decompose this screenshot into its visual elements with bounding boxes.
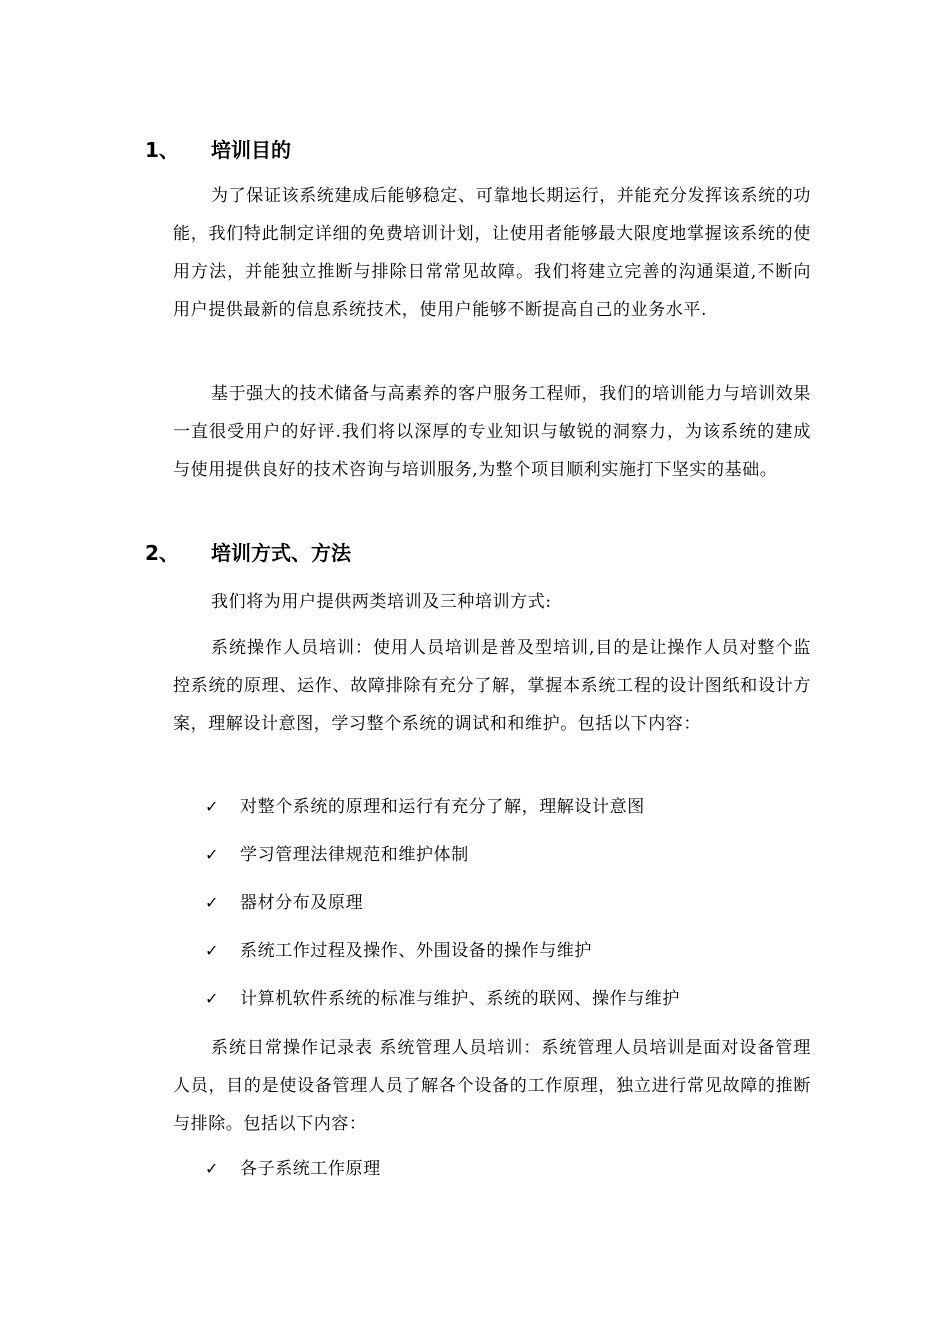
- check-icon: ✓: [205, 797, 220, 816]
- operator-list-item: [205, 932, 592, 970]
- operator-training-paragraph: 系统操作人员培训：使用人员培训是普及型培训,目的是让操作人员对整个监控系统的原理、运作、故障排除有充分了解，掌握本系统工程的设计图纸和设计方案，理解设计意图，学习整个系统的调试和和维护。包括以下内容：: [173, 638, 811, 734]
- operator-list-item: [205, 788, 645, 826]
- operator-list-item: [205, 980, 680, 1018]
- operator-list-item: [205, 884, 363, 922]
- operator-list-item-text: 对整个系统的原理和运行有充分了解，理解设计意图: [240, 797, 645, 817]
- operator-list-item-text: 器材分布及原理: [240, 893, 364, 913]
- section-1-heading: [145, 135, 291, 165]
- check-icon: ✓: [205, 941, 220, 960]
- admin-list-item-text: 各子系统工作原理: [240, 1159, 381, 1179]
- check-icon: ✓: [205, 893, 220, 912]
- section-2-heading: [145, 538, 351, 568]
- check-icon: ✓: [205, 845, 220, 864]
- section-1-title: 培训目的: [211, 138, 291, 162]
- operator-list-item-text: 计算机软件系统的标准与维护、系统的联网、操作与维护: [240, 989, 680, 1009]
- admin-list-item: [205, 1150, 381, 1188]
- check-icon: ✓: [205, 989, 220, 1008]
- operator-list-item-text: 学习管理法律规范和维护体制: [240, 845, 469, 865]
- section-2-number: 2、: [145, 541, 179, 565]
- admin-training-paragraph: 系统日常操作记录表 系统管理人员培训：系统管理人员培训是面对设备管理人员，目的是使设备管理人员了解各个设备的工作原理，独立进行常见故障的推断与排除。包括以下内容：: [173, 1038, 811, 1134]
- section-1-paragraph-2: 基于强大的技术储备与高素养的客户服务工程师，我们的培训能力与培训效果一直很受用户的好评.我们将以深厚的专业知识与敏锐的洞察力，为该系统的建成与使用提供良好的技术咨询与培训服务,为整个项目顺利实施打下坚实的基础。: [173, 384, 811, 480]
- operator-list-item-text: 系统工作过程及操作、外围设备的操作与维护: [240, 941, 592, 961]
- operator-list-item: [205, 836, 469, 874]
- section-1-number: 1、: [145, 138, 179, 162]
- section-1-paragraph-1: 为了保证该系统建成后能够稳定、可靠地长期运行，并能充分发挥该系统的功能，我们特此制定详细的免费培训计划，让使用者能够最大限度地掌握该系统的使用方法，并能独立推断与排除日常常见故障。我们将建立完善的沟通渠道,不断向用户提供最新的信息系统技术，使用户能够不断提高自己的业务水平.: [173, 186, 811, 320]
- section-2-intro: 我们将为用户提供两类培训及三种培训方式:: [211, 592, 552, 612]
- check-icon: ✓: [205, 1159, 220, 1178]
- section-2-title: 培训方式、方法: [211, 541, 351, 565]
